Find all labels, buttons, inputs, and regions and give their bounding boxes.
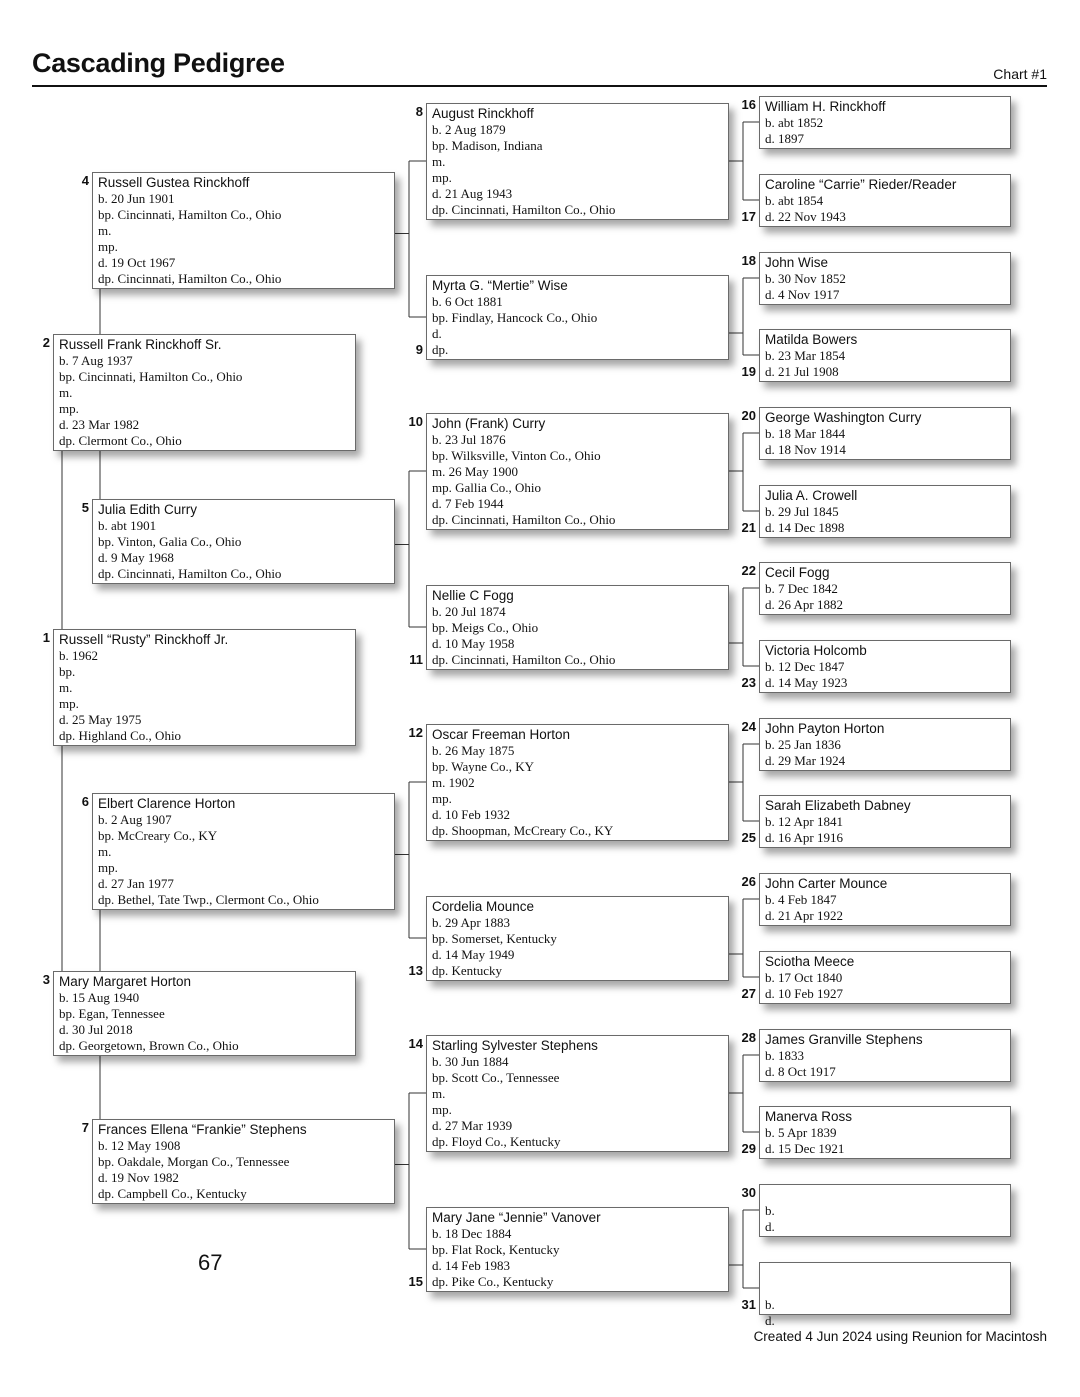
person-detail: bp. Flat Rock, Kentucky bbox=[432, 1242, 560, 1257]
person-detail: d. 14 Dec 1898 bbox=[765, 520, 845, 535]
ahnentafel-number-3: 3 bbox=[42, 972, 50, 987]
person-detail: bp. Cincinnati, Hamilton Co., Ohio bbox=[59, 369, 243, 384]
person-detail: b. 30 Jun 1884 bbox=[432, 1054, 509, 1069]
person-detail: dp. Kentucky bbox=[432, 963, 503, 978]
ahnentafel-number-8: 8 bbox=[415, 104, 423, 119]
person-name: Julia A. Crowell bbox=[765, 488, 858, 503]
person-name: Elbert Clarence Horton bbox=[98, 796, 236, 811]
person-detail: b. 12 Dec 1847 bbox=[765, 659, 845, 674]
person-detail: b. 15 Aug 1940 bbox=[59, 990, 140, 1005]
person-detail: b. 20 Jun 1901 bbox=[98, 191, 175, 206]
person-box-20[interactable] bbox=[759, 407, 1011, 460]
person-box-26[interactable] bbox=[759, 873, 1011, 926]
person-detail: b. 26 May 1875 bbox=[432, 743, 515, 758]
person-box-8[interactable] bbox=[426, 103, 729, 220]
ahnentafel-number-12: 12 bbox=[408, 725, 423, 740]
person-name: Manerva Ross bbox=[765, 1109, 853, 1124]
person-detail: d. 16 Apr 1916 bbox=[765, 830, 843, 845]
person-detail: dp. Cincinnati, Hamilton Co., Ohio bbox=[98, 566, 282, 581]
person-detail: b. 25 Jan 1836 bbox=[765, 737, 841, 752]
person-box-5[interactable] bbox=[92, 499, 395, 584]
ahnentafel-number-25: 25 bbox=[741, 830, 756, 845]
person-name: Nellie C Fogg bbox=[432, 588, 514, 603]
person-name: Mary Margaret Horton bbox=[59, 974, 192, 989]
person-detail: d. 21 Jul 1908 bbox=[765, 364, 839, 379]
page-number: 67 bbox=[198, 1250, 223, 1275]
person-detail: b. bbox=[765, 1203, 775, 1218]
person-detail: dp. bbox=[432, 342, 449, 357]
person-name: William H. Rinckhoff bbox=[765, 99, 886, 114]
person-detail: b. 20 Jul 1874 bbox=[432, 604, 506, 619]
ahnentafel-number-9: 9 bbox=[415, 342, 423, 357]
ahnentafel-number-14: 14 bbox=[408, 1036, 423, 1051]
person-detail: d. 18 Nov 1914 bbox=[765, 442, 846, 457]
person-detail: dp. Cincinnati, Hamilton Co., Ohio bbox=[432, 652, 616, 667]
person-name: Russell “Rusty” Rinckhoff Jr. bbox=[59, 632, 229, 647]
person-box-13[interactable] bbox=[426, 896, 729, 981]
person-box-18[interactable] bbox=[759, 252, 1011, 305]
person-detail: b. abt 1854 bbox=[765, 193, 824, 208]
person-detail: b. abt 1901 bbox=[98, 518, 157, 533]
person-name: Sarah Elizabeth Dabney bbox=[765, 798, 911, 813]
person-box-14[interactable] bbox=[426, 1035, 729, 1152]
footer-credit: Created 4 Jun 2024 using Reunion for Macintosh bbox=[753, 1329, 1047, 1344]
person-box-29[interactable] bbox=[759, 1106, 1011, 1159]
ahnentafel-number-23: 23 bbox=[741, 675, 756, 690]
person-detail: d. 19 Oct 1967 bbox=[98, 255, 176, 270]
person-detail: b. 6 Oct 1881 bbox=[432, 294, 503, 309]
person-box-4[interactable] bbox=[92, 172, 395, 289]
ahnentafel-number-24: 24 bbox=[741, 719, 756, 734]
person-detail: d. 9 May 1968 bbox=[98, 550, 174, 565]
ahnentafel-number-15: 15 bbox=[408, 1274, 423, 1289]
chart-number: Chart #1 bbox=[993, 66, 1047, 82]
ahnentafel-number-31: 31 bbox=[741, 1297, 756, 1312]
person-detail: d. 8 Oct 1917 bbox=[765, 1064, 836, 1079]
person-detail: d. 27 Mar 1939 bbox=[432, 1118, 513, 1133]
ahnentafel-number-5: 5 bbox=[81, 500, 89, 515]
ahnentafel-number-17: 17 bbox=[741, 209, 756, 224]
person-detail: bp. Wilksville, Vinton Co., Ohio bbox=[432, 448, 601, 463]
person-detail: b. 7 Dec 1842 bbox=[765, 581, 838, 596]
person-detail: bp. Cincinnati, Hamilton Co., Ohio bbox=[98, 207, 282, 222]
person-detail: b. 23 Mar 1854 bbox=[765, 348, 846, 363]
person-box-27[interactable] bbox=[759, 951, 1011, 1004]
person-detail: d. 22 Nov 1943 bbox=[765, 209, 846, 224]
person-detail: mp. bbox=[432, 791, 452, 806]
person-name: John (Frank) Curry bbox=[432, 416, 546, 431]
person-detail: b. 12 Apr 1841 bbox=[765, 814, 843, 829]
ahnentafel-number-28: 28 bbox=[741, 1030, 756, 1045]
person-detail: b. 12 May 1908 bbox=[98, 1138, 181, 1153]
person-detail: d. 19 Nov 1982 bbox=[98, 1170, 179, 1185]
person-box-28[interactable] bbox=[759, 1029, 1011, 1082]
person-name: Caroline “Carrie” Rieder/Reader bbox=[765, 177, 957, 192]
ahnentafel-number-11: 11 bbox=[409, 652, 423, 667]
person-name: John Wise bbox=[765, 255, 829, 270]
person-name bbox=[765, 1264, 1010, 1297]
person-detail: bp. Findlay, Hancock Co., Ohio bbox=[432, 310, 598, 325]
person-name: Frances Ellena “Frankie” Stephens bbox=[98, 1122, 307, 1137]
person-box-17[interactable] bbox=[759, 174, 1011, 227]
person-detail: d. 29 Mar 1924 bbox=[765, 753, 846, 768]
person-name bbox=[765, 1186, 1010, 1203]
ahnentafel-number-18: 18 bbox=[741, 253, 756, 268]
person-detail: b. 17 Oct 1840 bbox=[765, 970, 843, 985]
person-detail: bp. bbox=[59, 664, 76, 679]
person-name: Oscar Freeman Horton bbox=[432, 727, 571, 742]
ahnentafel-number-13: 13 bbox=[408, 963, 423, 978]
person-name: Russell Frank Rinckhoff Sr. bbox=[59, 337, 222, 352]
person-box-21[interactable] bbox=[759, 485, 1011, 538]
person-detail: m. 26 May 1900 bbox=[432, 464, 518, 479]
person-detail: d. 27 Jan 1977 bbox=[98, 876, 174, 891]
person-detail: mp. bbox=[59, 696, 79, 711]
person-detail: mp. Gallia Co., Ohio bbox=[432, 480, 542, 495]
person-detail: d. 21 Aug 1943 bbox=[432, 186, 513, 201]
person-detail: m. bbox=[59, 680, 73, 695]
person-detail: d. 1897 bbox=[765, 131, 804, 146]
person-detail: mp. bbox=[98, 860, 118, 875]
person-detail: dp. Clermont Co., Ohio bbox=[59, 433, 182, 448]
ahnentafel-number-19: 19 bbox=[741, 364, 756, 379]
person-detail: bp. Wayne Co., KY bbox=[432, 759, 534, 774]
person-box-3[interactable] bbox=[53, 971, 356, 1056]
person-name: Cecil Fogg bbox=[765, 565, 830, 580]
person-detail: dp. Cincinnati, Hamilton Co., Ohio bbox=[432, 512, 616, 527]
person-detail: d. 25 May 1975 bbox=[59, 712, 142, 727]
ahnentafel-number-6: 6 bbox=[81, 794, 89, 809]
person-name: Sciotha Meece bbox=[765, 954, 855, 969]
person-detail: b. 4 Feb 1847 bbox=[765, 892, 837, 907]
person-box-11[interactable] bbox=[426, 585, 729, 670]
person-detail: d. 4 Nov 1917 bbox=[765, 287, 840, 302]
person-detail: b. 1962 bbox=[59, 648, 98, 663]
person-name: Mary Jane “Jennie” Vanover bbox=[432, 1210, 601, 1225]
person-name: John Payton Horton bbox=[765, 721, 885, 736]
person-box-24[interactable] bbox=[759, 718, 1011, 771]
person-box-7[interactable] bbox=[92, 1119, 395, 1204]
person-detail: d. 15 Dec 1921 bbox=[765, 1141, 845, 1156]
person-detail: d. 26 Apr 1882 bbox=[765, 597, 843, 612]
person-box-22[interactable] bbox=[759, 562, 1011, 615]
person-detail: mp. bbox=[432, 1102, 452, 1117]
person-detail: bp. McCreary Co., KY bbox=[98, 828, 218, 843]
person-detail: b. 29 Apr 1883 bbox=[432, 915, 510, 930]
person-detail: dp. Highland Co., Ohio bbox=[59, 728, 182, 743]
person-detail: bp. Vinton, Galia Co., Ohio bbox=[98, 534, 242, 549]
person-box-16[interactable] bbox=[759, 96, 1011, 149]
person-box-19[interactable] bbox=[759, 329, 1011, 382]
person-detail: m. bbox=[432, 154, 446, 169]
ahnentafel-number-10: 10 bbox=[408, 414, 423, 429]
person-detail: b. 18 Dec 1884 bbox=[432, 1226, 512, 1241]
person-box-25[interactable] bbox=[759, 795, 1011, 848]
person-name: Starling Sylvester Stephens bbox=[432, 1038, 598, 1053]
ahnentafel-number-29: 29 bbox=[741, 1141, 756, 1156]
ahnentafel-number-21: 21 bbox=[741, 520, 756, 535]
person-box-1[interactable] bbox=[53, 629, 356, 746]
person-detail: mp. bbox=[59, 401, 79, 416]
person-detail: d. 21 Apr 1922 bbox=[765, 908, 843, 923]
person-detail: m. bbox=[432, 1086, 446, 1101]
person-detail: d. 14 Feb 1983 bbox=[432, 1258, 510, 1273]
person-box-2[interactable] bbox=[53, 334, 356, 451]
person-detail: m. bbox=[98, 844, 112, 859]
person-detail: dp. Pike Co., Kentucky bbox=[432, 1274, 554, 1289]
person-detail: d. 23 Mar 1982 bbox=[59, 417, 140, 432]
person-name: Julia Edith Curry bbox=[98, 502, 198, 517]
person-detail: bp. Scott Co., Tennessee bbox=[432, 1070, 560, 1085]
person-detail: d. 7 Feb 1944 bbox=[432, 496, 504, 511]
person-box-31[interactable] bbox=[759, 1262, 1011, 1328]
ahnentafel-number-20: 20 bbox=[741, 408, 756, 423]
person-detail: m. bbox=[59, 385, 73, 400]
person-box-30[interactable] bbox=[759, 1184, 1011, 1237]
person-name: George Washington Curry bbox=[765, 410, 922, 425]
person-detail: b. 30 Nov 1852 bbox=[765, 271, 846, 286]
person-detail: b. 29 Jul 1845 bbox=[765, 504, 839, 519]
person-detail: d. 10 Feb 1932 bbox=[432, 807, 510, 822]
person-detail: b. 5 Apr 1839 bbox=[765, 1125, 837, 1140]
person-detail: dp. Shoopman, McCreary Co., KY bbox=[432, 823, 614, 838]
person-detail: b. 2 Aug 1879 bbox=[432, 122, 506, 137]
ahnentafel-number-26: 26 bbox=[741, 874, 756, 889]
person-detail: b. 18 Mar 1844 bbox=[765, 426, 846, 441]
person-detail: b. 2 Aug 1907 bbox=[98, 812, 172, 827]
ahnentafel-number-30: 30 bbox=[741, 1185, 756, 1200]
person-detail: b. bbox=[765, 1297, 775, 1312]
person-detail: b. 1833 bbox=[765, 1048, 804, 1063]
person-detail: d. bbox=[765, 1219, 775, 1234]
person-box-6[interactable] bbox=[92, 793, 395, 910]
person-detail: b. 23 Jul 1876 bbox=[432, 432, 506, 447]
person-detail: b. 7 Aug 1937 bbox=[59, 353, 133, 368]
page-title: Cascading Pedigree bbox=[32, 48, 285, 78]
person-detail: d. 30 Jul 2018 bbox=[59, 1022, 133, 1037]
person-detail: mp. bbox=[432, 170, 452, 185]
person-detail: m. bbox=[98, 223, 112, 238]
person-detail: dp. Georgetown, Brown Co., Ohio bbox=[59, 1038, 239, 1053]
person-name: John Carter Mounce bbox=[765, 876, 888, 891]
person-detail: d. 10 May 1958 bbox=[432, 636, 515, 651]
ahnentafel-number-2: 2 bbox=[42, 335, 50, 350]
person-detail: bp. Madison, Indiana bbox=[432, 138, 543, 153]
person-box-12[interactable] bbox=[426, 724, 729, 841]
ahnentafel-number-1: 1 bbox=[42, 630, 50, 645]
person-detail: dp. Floyd Co., Kentucky bbox=[432, 1134, 561, 1149]
person-name: August Rinckhoff bbox=[432, 106, 534, 121]
ahnentafel-number-27: 27 bbox=[741, 986, 756, 1001]
person-detail: bp. Somerset, Kentucky bbox=[432, 931, 557, 946]
person-detail: bp. Egan, Tennessee bbox=[59, 1006, 165, 1021]
person-detail: d. 14 May 1949 bbox=[432, 947, 515, 962]
person-detail: d. 10 Feb 1927 bbox=[765, 986, 843, 1001]
ahnentafel-number-22: 22 bbox=[741, 563, 756, 578]
person-box-23[interactable] bbox=[759, 640, 1011, 693]
ahnentafel-number-7: 7 bbox=[81, 1120, 89, 1135]
person-name: Myrta G. “Mertie” Wise bbox=[432, 278, 568, 293]
ahnentafel-number-4: 4 bbox=[81, 173, 89, 188]
person-detail: d. bbox=[432, 326, 442, 341]
person-detail: dp. Bethel, Tate Twp., Clermont Co., Ohio bbox=[98, 892, 319, 907]
person-detail: mp. bbox=[98, 239, 118, 254]
person-name: Victoria Holcomb bbox=[765, 643, 867, 658]
person-box-10[interactable] bbox=[426, 413, 729, 530]
person-box-9[interactable] bbox=[426, 275, 729, 360]
person-name: James Granville Stephens bbox=[765, 1032, 923, 1047]
ahnentafel-number-16: 16 bbox=[741, 97, 756, 112]
person-detail: d. 14 May 1923 bbox=[765, 675, 848, 690]
person-name: Russell Gustea Rinckhoff bbox=[98, 175, 250, 190]
person-detail: m. 1902 bbox=[432, 775, 475, 790]
person-detail: dp. Campbell Co., Kentucky bbox=[98, 1186, 247, 1201]
person-name: Cordelia Mounce bbox=[432, 899, 535, 914]
person-detail: bp. Meigs Co., Ohio bbox=[432, 620, 539, 635]
person-detail: dp. Cincinnati, Hamilton Co., Ohio bbox=[98, 271, 282, 286]
person-name: Matilda Bowers bbox=[765, 332, 858, 347]
person-detail: dp. Cincinnati, Hamilton Co., Ohio bbox=[432, 202, 616, 217]
person-box-15[interactable] bbox=[426, 1207, 729, 1292]
person-detail: d. bbox=[765, 1313, 775, 1328]
person-detail: bp. Oakdale, Morgan Co., Tennessee bbox=[98, 1154, 290, 1169]
person-detail: b. abt 1852 bbox=[765, 115, 824, 130]
